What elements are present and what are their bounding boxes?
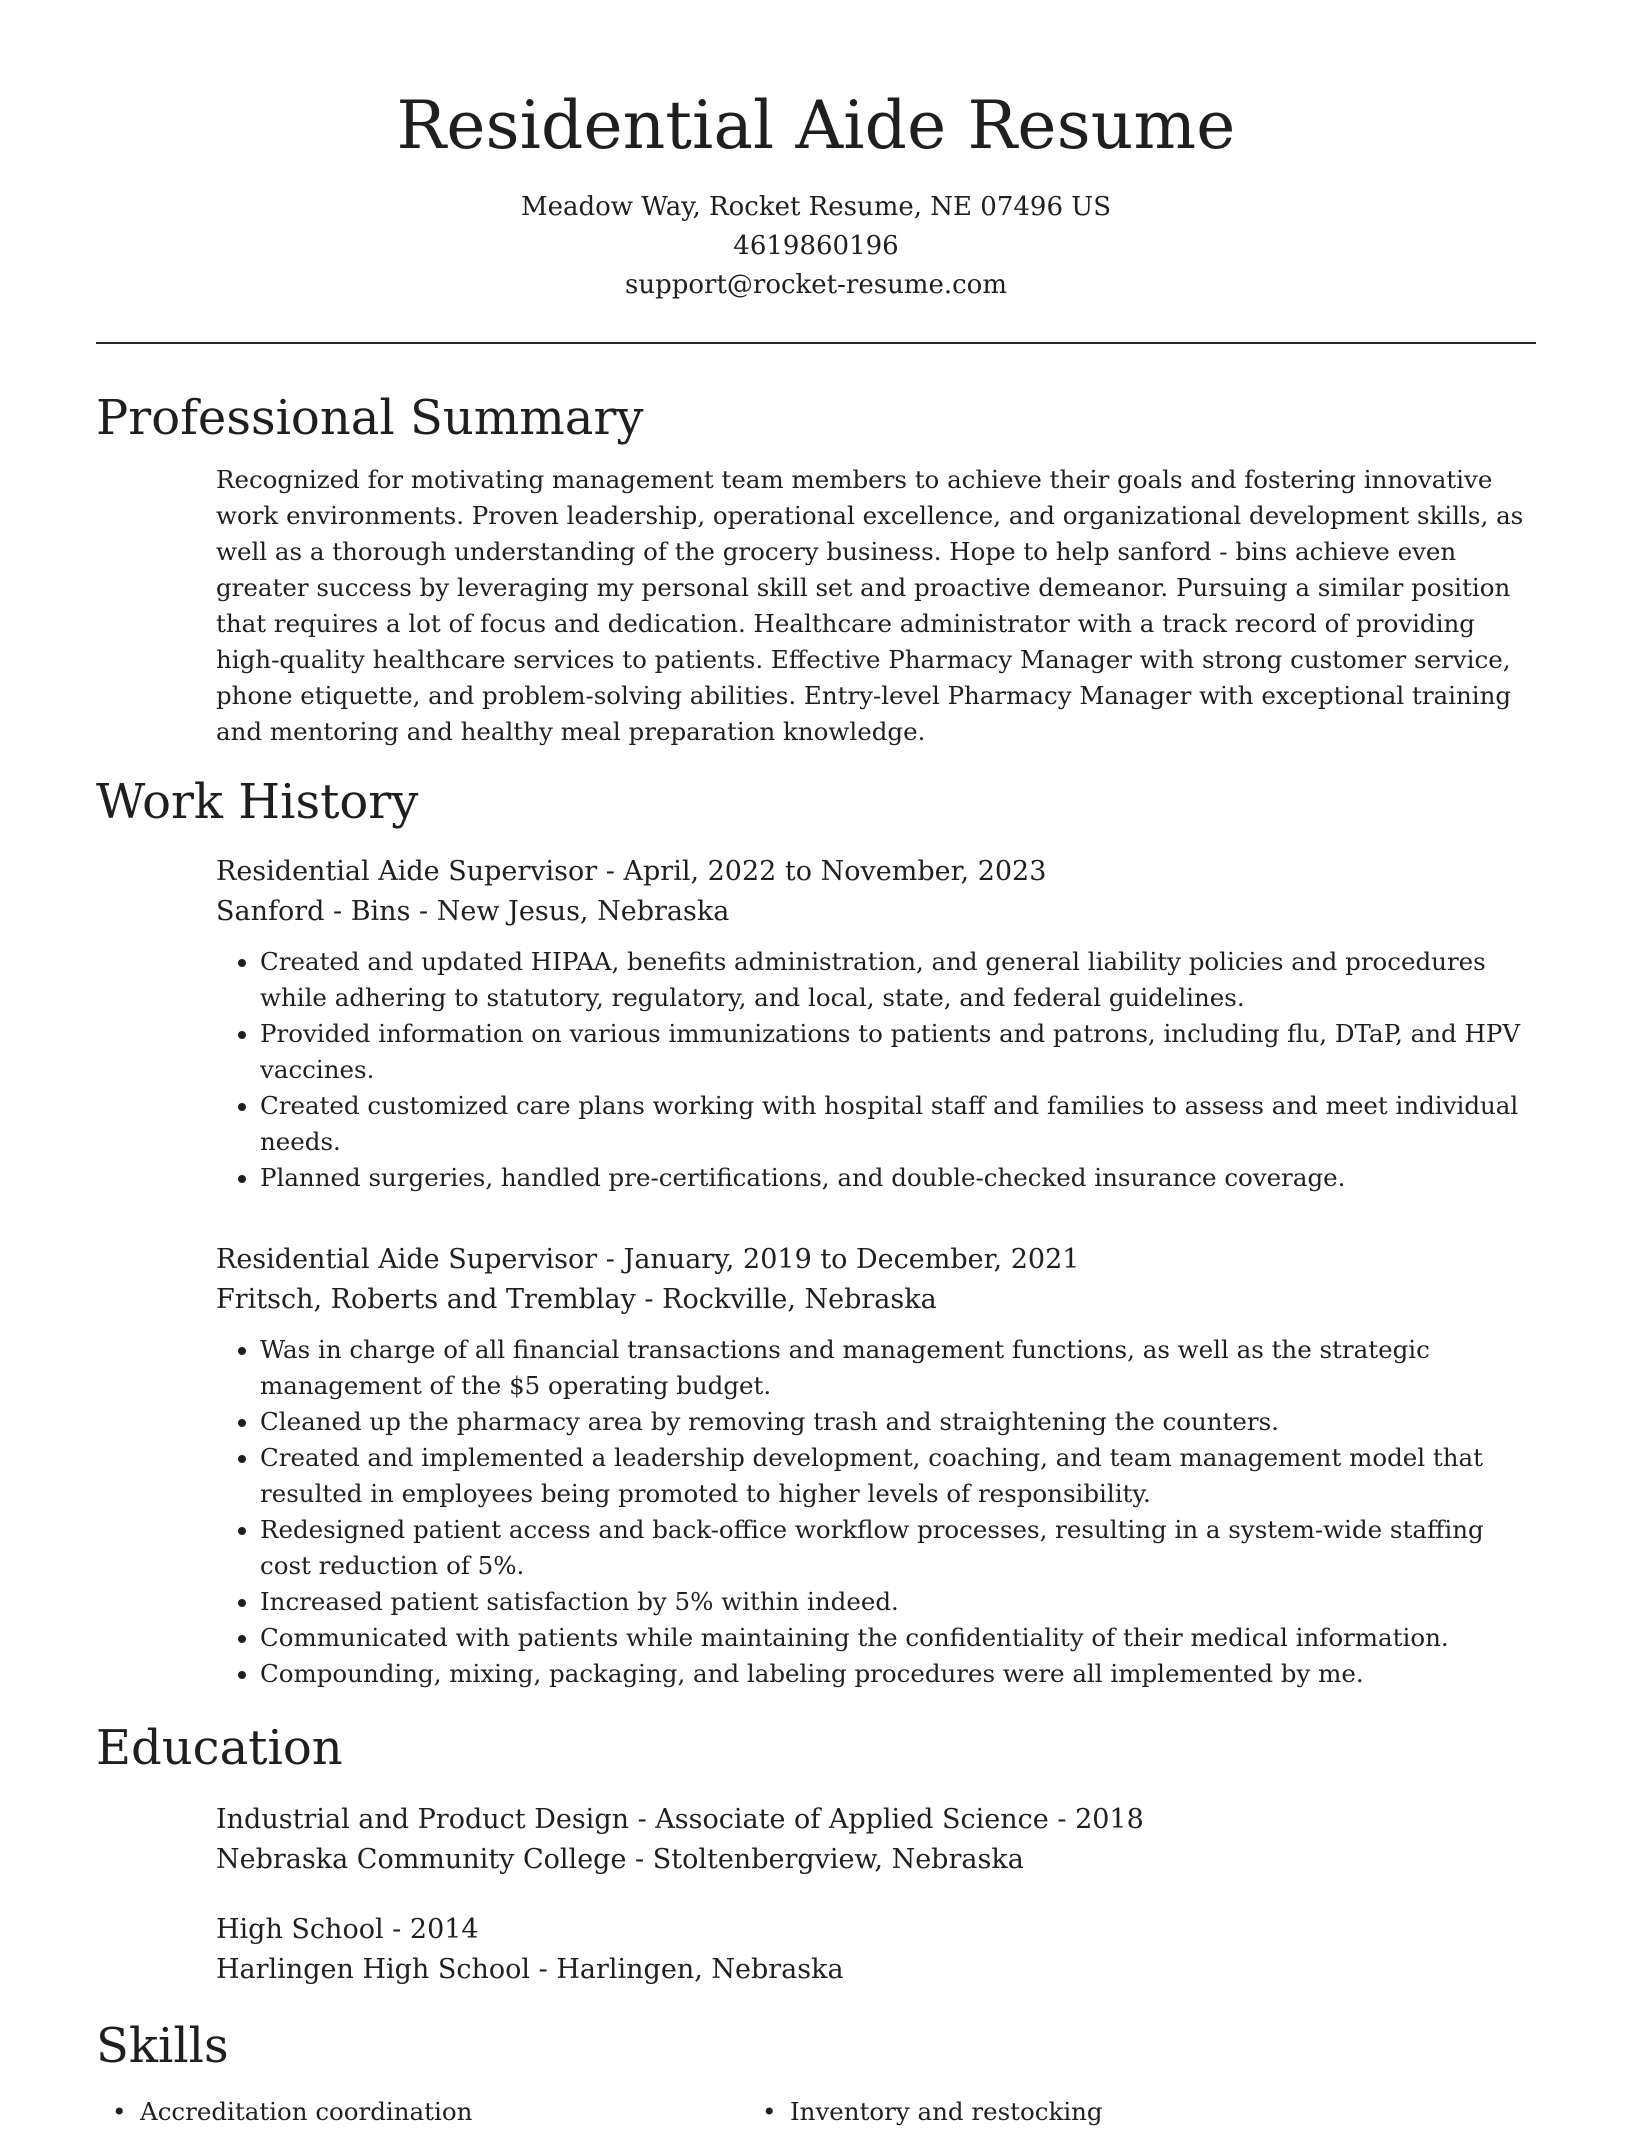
education-location: Stoltenbergview, Nebraska bbox=[652, 1844, 1024, 1875]
education-section bbox=[96, 1718, 1536, 1990]
resume-header bbox=[96, 0, 1536, 305]
job-bullet: • Provided information on various immunizations to patients and patrons, including flu, DTaP, and HPV vaccines. bbox=[260, 1016, 1536, 1088]
education-field: Industrial and Product Design bbox=[216, 1804, 629, 1835]
education-school-line: Nebraska Community College - Stoltenbergview, Nebraska bbox=[216, 1844, 1024, 1875]
education-degree-line: High School - 2014 bbox=[216, 1914, 479, 1945]
contact-phone: 4619860196 bbox=[733, 231, 899, 261]
contact-email: support@rocket-resume.com bbox=[624, 270, 1007, 300]
education-year: 2018 bbox=[1075, 1804, 1144, 1835]
education-location: Harlingen, Nebraska bbox=[556, 1954, 844, 1985]
resume-title: Residential Aide Resume bbox=[396, 87, 1236, 164]
job-bullets bbox=[216, 1332, 1536, 1692]
job-dates: January, 2019 to December, 2021 bbox=[623, 1244, 1080, 1275]
education-field: High School bbox=[216, 1914, 384, 1945]
job-bullet: • Created customized care plans working with hospital staff and families to assess and meet individual needs. bbox=[260, 1088, 1536, 1160]
job-title-line: Residential Aide Supervisor - January, 2019 to December, 2021 bbox=[216, 1244, 1080, 1275]
education-school: Nebraska Community College bbox=[216, 1844, 627, 1875]
job-bullet: • Cleaned up the pharmacy area by removing trash and straightening the counters. bbox=[260, 1404, 1536, 1440]
header-divider bbox=[96, 342, 1536, 344]
job-bullet: • Created and updated HIPAA, benefits administration, and general liability policies and procedures while adhering to statutory, regulatory, and local, state, and federal guidelines. bbox=[260, 944, 1536, 1016]
job-bullet: • Was in charge of all financial transactions and management functions, as well as the strategic management of the $5 operating budget. bbox=[260, 1332, 1536, 1404]
skills-list bbox=[96, 2094, 1416, 2130]
skill-item: • Inventory and restocking bbox=[746, 2094, 1396, 2130]
job-location: New Jesus, Nebraska bbox=[436, 896, 730, 927]
job-entry bbox=[216, 1240, 1536, 1692]
education-school: Harlingen High School bbox=[216, 1954, 531, 1985]
education-entry bbox=[216, 1800, 1536, 1880]
work-history-heading: Work History bbox=[96, 774, 419, 830]
education-year: 2014 bbox=[409, 1914, 479, 1945]
job-bullets bbox=[216, 944, 1536, 1196]
job-position: Residential Aide Supervisor bbox=[216, 1244, 598, 1275]
education-degree-line: Industrial and Product Design - Associate of Applied Science - 2018 bbox=[216, 1804, 1144, 1835]
job-dates: April, 2022 to November, 2023 bbox=[623, 856, 1047, 887]
resume-page bbox=[96, 0, 1536, 2130]
education-degree: Associate of Applied Science bbox=[655, 1804, 1049, 1835]
job-company: Sanford - Bins bbox=[216, 896, 411, 927]
work-history-section bbox=[96, 772, 1536, 1692]
summary-text: Recognized for motivating management team members to achieve their goals and fostering innovative work environments. Proven leadership, operational excellence, and organizational development skills, as well as a thorough understanding of the grocery business. Hope to help sanford - bins achieve even greater success by leveraging my personal skill set and proactive demeanor. Pursuing a similar position that requires a lot of focus and dedication. Healthcare administrator with a track record of providing high-quality healthcare services to patients. Effective Pharmacy Manager with strong customer service, phone etiquette, and problem-solving abilities. Entry-level Pharmacy Manager with exceptional training and mentoring and healthy meal preparation knowledge. bbox=[216, 465, 1524, 746]
job-bullet: • Compounding, mixing, packaging, and labeling procedures were all implemented by me. bbox=[260, 1656, 1536, 1692]
skill-item: • Accreditation coordination bbox=[96, 2094, 746, 2130]
education-entry bbox=[216, 1910, 1536, 1990]
job-bullet: • Created and implemented a leadership development, coaching, and team management model that resulted in employees being promoted to higher levels of responsibility. bbox=[260, 1440, 1536, 1512]
job-position: Residential Aide Supervisor bbox=[216, 856, 598, 887]
job-title-line: Residential Aide Supervisor - April, 2022 to November, 2023 bbox=[216, 856, 1047, 887]
job-company-line: Sanford - Bins - New Jesus, Nebraska bbox=[216, 896, 730, 927]
job-bullet: • Planned surgeries, handled pre-certifications, and double-checked insurance coverage. bbox=[260, 1160, 1536, 1196]
skills-heading: Skills bbox=[96, 2018, 229, 2074]
job-location: Rockville, Nebraska bbox=[662, 1284, 937, 1315]
education-school-line: Harlingen High School - Harlingen, Nebraska bbox=[216, 1954, 844, 1985]
job-bullet: • Communicated with patients while maintaining the confidentiality of their medical information. bbox=[260, 1620, 1536, 1656]
job-bullet: • Redesigned patient access and back-office workflow processes, resulting in a system-wide staffing cost reduction of 5%. bbox=[260, 1512, 1536, 1584]
skills-section bbox=[96, 2016, 1536, 2130]
summary-heading: Professional Summary bbox=[96, 390, 644, 446]
job-company-line: Fritsch, Roberts and Tremblay - Rockville, Nebraska bbox=[216, 1284, 937, 1315]
summary-section bbox=[96, 388, 1536, 750]
contact-info bbox=[96, 188, 1536, 305]
job-company: Fritsch, Roberts and Tremblay bbox=[216, 1284, 636, 1315]
job-entry bbox=[216, 852, 1536, 1196]
job-bullet: • Increased patient satisfaction by 5% within indeed. bbox=[260, 1584, 1536, 1620]
education-heading: Education bbox=[96, 1720, 343, 1776]
contact-address: Meadow Way, Rocket Resume, NE 07496 US bbox=[520, 192, 1111, 222]
